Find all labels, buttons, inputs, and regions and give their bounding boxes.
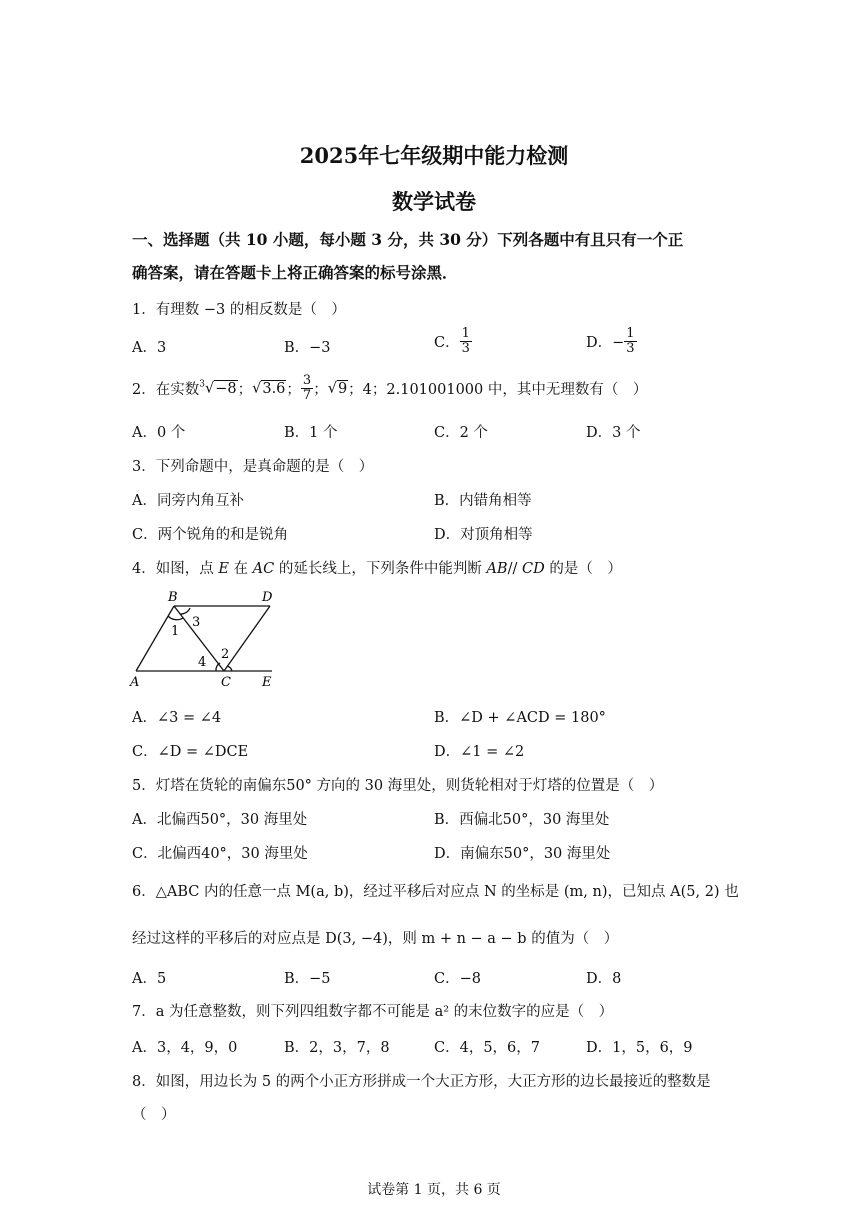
q2-option-a: A．0 个 bbox=[132, 425, 186, 441]
angle-1-label: 1 bbox=[171, 624, 180, 639]
q1-option-a: A．3 bbox=[132, 340, 167, 356]
point-D-label: D bbox=[262, 590, 273, 605]
q3-option-b: B．内错角相等 bbox=[434, 493, 532, 509]
q6-option-a: A．5 bbox=[132, 971, 167, 987]
q7-option-b: B．2，3，7，8 bbox=[284, 1040, 390, 1056]
page-footer: 试卷第 1 页，共 6 页 bbox=[367, 1182, 501, 1198]
angle-2-label: 2 bbox=[221, 647, 230, 662]
q6-option-b: B．−5 bbox=[284, 971, 331, 987]
angle-3-label: 3 bbox=[192, 615, 201, 630]
q5-option-b: B．西偏北50°，30 海里处 bbox=[434, 812, 610, 828]
q4-option-d: D．∠1 = ∠2 bbox=[434, 744, 525, 760]
question-4-text: 4．如图，点 E 在 AC 的延长线上，下列条件中能判断 AB// CD 的是（ ） bbox=[132, 561, 622, 577]
q5-option-c: C．北偏西40°，30 海里处 bbox=[132, 846, 308, 862]
q1-option-c: C． $\frac{1}{3}$ bbox=[434, 326, 470, 356]
question-8-line2: （ ） bbox=[132, 1107, 176, 1123]
exam-subtitle: 数学试卷 bbox=[392, 189, 476, 214]
question-8-line1: 8．如图，用边长为 5 的两个小正方形拼成一个大正方形，大正方形的边长最接近的整数是 bbox=[132, 1074, 711, 1090]
q3-option-c: C．两个锐角的和是锐角 bbox=[132, 527, 289, 543]
question-3-text: 3．下列命题中，是真命题的是（ ） bbox=[132, 459, 374, 475]
question-7-text: 7．a 为任意整数，则下列四组数字都不可能是 a² 的末位数字的应是（ ） bbox=[132, 1004, 614, 1020]
q7-option-d: D．1，5，6，9 bbox=[586, 1040, 693, 1056]
q3-option-d: D．对顶角相等 bbox=[434, 527, 533, 543]
q7-option-a: A．3，4，9，0 bbox=[132, 1040, 238, 1056]
q5-option-a: A．北偏西50°，30 海里处 bbox=[132, 812, 308, 828]
q2-option-b: B．1 个 bbox=[284, 425, 338, 441]
q1-option-d: D．− $\frac{1}{3}$ bbox=[586, 326, 635, 356]
q4-option-c: C．∠D = ∠DCE bbox=[132, 744, 249, 760]
q6-option-c: C．−8 bbox=[434, 971, 481, 987]
q1-option-b: B．−3 bbox=[284, 340, 331, 356]
angle-4-label: 4 bbox=[198, 655, 207, 670]
point-A-label: A bbox=[130, 675, 140, 690]
point-C-label: C bbox=[221, 675, 231, 690]
question-5-text: 5．灯塔在货轮的南偏东50° 方向的 30 海里处，则货轮相对于灯塔的位置是（ ） bbox=[132, 778, 664, 794]
q6-option-d: D．8 bbox=[586, 971, 622, 987]
q7-option-c: C．4，5，6，7 bbox=[434, 1040, 540, 1056]
q4-option-b: B．∠D + ∠ACD = 180° bbox=[434, 710, 606, 726]
question-1-text: 1．有理数 −3 的相反数是（ ） bbox=[132, 302, 346, 318]
q3-option-a: A．同旁内角互补 bbox=[132, 493, 244, 509]
q2-option-c: C．2 个 bbox=[434, 425, 488, 441]
question-6-line2: 经过这样的平移后的对应点是 D(3, −4)，则 m + n − a − b 的值为（ ） bbox=[132, 931, 619, 947]
question-6-line1: 6．△ABC 内的任意一点 M(a, b)，经过平移后对应点 N 的坐标是 (m, n)，已知点 A(5, 2) 也 bbox=[132, 884, 739, 900]
q2-option-d: D．3 个 bbox=[586, 425, 641, 441]
exam-title: 2025年七年级期中能力检测 bbox=[299, 143, 569, 168]
q4-option-a: A．∠3 = ∠4 bbox=[132, 710, 222, 726]
q5-option-d: D．南偏东50°，30 海里处 bbox=[434, 846, 611, 862]
point-B-label: B bbox=[168, 590, 178, 605]
point-E-label: E bbox=[262, 675, 272, 690]
parallelogram-figure bbox=[128, 586, 288, 692]
section-header-line1: 一、选择题（共 10 小题，每小题 3 分，共 30 分）下列各题中有且只有一个正 bbox=[132, 230, 684, 249]
question-2-text: 2．在实数$^3$√−8；√3.6； $\frac{3}{7}$ ；√9；4；2.101001000 中，其中无理数有（ ） bbox=[132, 373, 648, 403]
section-header-line2: 确答案，请在答题卡上将正确答案的标号涂黑． bbox=[132, 263, 458, 282]
